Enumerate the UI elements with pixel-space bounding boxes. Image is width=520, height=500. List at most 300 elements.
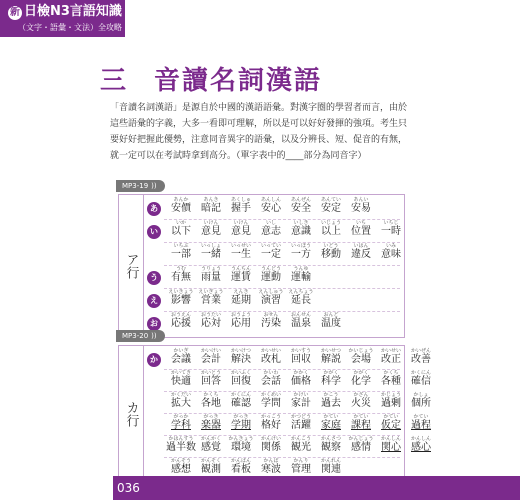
vocab-word: [166, 243, 196, 261]
vocab-word: [226, 348, 256, 366]
word-kanji: 一時: [381, 226, 401, 237]
word-reading: えんちょう: [288, 289, 314, 295]
word-kanji: 延期: [231, 295, 251, 306]
word-reading: いってい: [260, 243, 281, 249]
word-kanji: 安全: [291, 203, 311, 214]
vocab-word: [286, 266, 316, 284]
word-reading: あんぜん: [290, 197, 311, 203]
word-reading: いしき: [293, 220, 309, 226]
vocab-word: [346, 436, 376, 454]
word-reading: えいきょう: [168, 289, 194, 295]
row-divider: [164, 265, 400, 266]
vocab-word: [376, 348, 406, 366]
vocab-word: [196, 392, 226, 410]
vocab-word: [406, 348, 436, 366]
word-kanji: 化学: [351, 376, 371, 387]
word-reading: かんしん: [410, 436, 431, 442]
word-reading: おせん: [263, 312, 279, 318]
word-kanji: 以下: [171, 226, 191, 237]
word-kanji: 各種: [381, 376, 401, 387]
vocab-word: [286, 348, 316, 366]
vocab-word: [346, 197, 376, 215]
vocab-word: [316, 220, 346, 238]
word-kanji: 確認: [231, 398, 251, 409]
word-reading: いっせい: [230, 243, 251, 249]
mp3-track-label: MP3-20: [122, 332, 149, 340]
word-kanji: 格好: [261, 420, 281, 431]
word-reading: かいてき: [170, 370, 191, 376]
kana-marker: お: [147, 317, 161, 331]
word-kanji: 快適: [171, 376, 191, 387]
row-divider: [164, 369, 400, 370]
vocab-word: [226, 312, 256, 330]
vocab-word: [286, 436, 316, 454]
vocab-word: [166, 220, 196, 238]
word-reading: かんり: [293, 458, 309, 464]
word-reading: おうえん: [170, 312, 191, 318]
vocab-word: [316, 312, 346, 330]
word-reading: かんそう: [170, 458, 191, 464]
word-reading: かくにん: [410, 370, 431, 376]
word-kanji: 観光: [291, 442, 311, 453]
word-kanji: 応対: [201, 318, 221, 329]
word-kanji: 価格: [291, 376, 311, 387]
word-kanji: 演習: [261, 295, 281, 306]
word-reading: かがく: [353, 370, 369, 376]
word-reading: あくしゅ: [230, 197, 251, 203]
word-kanji: 過程: [411, 420, 431, 431]
word-reading: うんどう: [260, 266, 281, 272]
sound-wave-icon: )): [151, 182, 157, 190]
word-reading: かんきょう: [228, 436, 254, 442]
word-kanji: 影響: [171, 295, 191, 306]
word-kanji: 確信: [411, 376, 431, 387]
word-reading: かんこう: [290, 436, 311, 442]
vocab-word: [226, 392, 256, 410]
word-kanji: 握手: [231, 203, 251, 214]
word-reading: かいぜん: [410, 348, 431, 354]
mp3-track-tag: [116, 180, 165, 192]
row-divider: [164, 413, 400, 414]
vocab-word: [256, 370, 286, 388]
vocab-word: [166, 458, 196, 476]
kana-marker: い: [147, 225, 161, 239]
footer-band: [113, 476, 520, 500]
vocab-word: [196, 289, 226, 307]
word-kanji: 感情: [351, 442, 371, 453]
logo-title: 日檢N3言語知識: [24, 4, 122, 19]
vocab-word: [286, 289, 316, 307]
kana-row-label: カ行: [119, 346, 144, 482]
vocab-word: [376, 414, 406, 432]
vocab-word: [406, 436, 436, 454]
vocab-word: [256, 197, 286, 215]
word-reading: おうよう: [230, 312, 251, 318]
vocab-word: [376, 243, 406, 261]
word-reading: かけい: [293, 392, 309, 398]
vocab-word: [166, 370, 196, 388]
word-reading: かいせい: [260, 348, 281, 354]
vocab-word: [316, 243, 346, 261]
word-reading: かはんすう: [168, 436, 194, 442]
word-reading: かんぱ: [263, 458, 279, 464]
word-reading: かんじょう: [348, 436, 374, 442]
word-reading: かんばん: [230, 458, 251, 464]
word-kanji: 観察: [321, 442, 341, 453]
word-reading: えんしゅう: [258, 289, 284, 295]
word-kanji: 感覚: [201, 442, 221, 453]
word-kanji: 位置: [351, 226, 371, 237]
vocab-word: [316, 436, 346, 454]
page-number: 036: [117, 481, 140, 495]
word-kanji: 看板: [231, 464, 251, 475]
word-kanji: 環境: [231, 442, 251, 453]
word-reading: かがく: [323, 370, 339, 376]
vocab-word: [256, 220, 286, 238]
intro-paragraph: 「音讀名詞漢語」是源自於中國的漢語語彙。對漢字圈的學習者而言，由於這些語彙的字義，大多一看即可理解，所以是可以好好發揮的強項。考生只要好好把握此優勢，注意同音異字的語彙，以及分辨長、短、促音的有無，就一定可以在考試時拿到高分。（單字表中的____部分為同音字）: [110, 103, 408, 161]
word-reading: かてい: [353, 414, 369, 420]
word-kanji: 営業: [201, 295, 221, 306]
word-kanji: 学問: [261, 398, 281, 409]
word-kanji: 会話: [261, 376, 281, 387]
row-divider: [164, 242, 400, 243]
word-reading: かてい: [323, 414, 339, 420]
word-kanji: 延長: [291, 295, 311, 306]
word-kanji: 会場: [351, 354, 371, 365]
word-kanji: 感想: [171, 464, 191, 475]
word-reading: いはん: [353, 243, 369, 249]
word-reading: あんき: [203, 197, 219, 203]
word-reading: えいぎょう: [198, 289, 224, 295]
word-reading: かんそく: [200, 458, 221, 464]
vocab-word: [196, 312, 226, 330]
word-reading: おんせん: [290, 312, 311, 318]
vocab-word: [196, 348, 226, 366]
word-reading: うむ: [175, 266, 186, 272]
word-kanji: 各地: [201, 398, 221, 409]
word-reading: いどう: [323, 243, 339, 249]
word-kanji: 過半数: [166, 442, 196, 453]
word-reading: かいふく: [230, 370, 251, 376]
word-kanji: 意味: [381, 249, 401, 260]
word-kanji: 感心: [411, 442, 431, 453]
word-reading: かいわ: [263, 370, 279, 376]
word-reading: うんちん: [230, 266, 251, 272]
word-kanji: 一定: [261, 249, 281, 260]
word-kanji: 過去: [321, 398, 341, 409]
word-kanji: 意見: [231, 226, 251, 237]
vocab-word: [316, 392, 346, 410]
vocabulary-block: [118, 345, 431, 483]
kana-marker: あ: [147, 202, 161, 216]
vocab-word: [256, 458, 286, 476]
word-kanji: 一生: [231, 249, 251, 260]
word-kanji: 改正: [381, 354, 401, 365]
word-kanji: 運動: [261, 272, 281, 283]
word-kanji: 運賃: [231, 272, 251, 283]
word-reading: いか: [175, 220, 186, 226]
vocab-word: [256, 414, 286, 432]
word-kanji: 温度: [321, 318, 341, 329]
word-reading: かいけい: [200, 348, 221, 354]
word-kanji: 回収: [291, 354, 311, 365]
vocab-word: [196, 266, 226, 284]
word-kanji: 学期: [231, 420, 251, 431]
vocab-word: [166, 348, 196, 366]
word-reading: かんさつ: [320, 436, 341, 442]
vocab-word: [256, 289, 286, 307]
word-kanji: 一緒: [201, 249, 221, 260]
word-reading: あんい: [353, 197, 369, 203]
word-kanji: 安易: [351, 203, 371, 214]
word-kanji: 安心: [261, 203, 281, 214]
word-kanji: 関係: [261, 442, 281, 453]
word-kanji: 有無: [171, 272, 191, 283]
word-kanji: 暗記: [201, 203, 221, 214]
word-kanji: 解説: [321, 354, 341, 365]
vocab-word: [346, 348, 376, 366]
word-reading: かんけい: [260, 436, 281, 442]
word-kanji: 会議: [171, 354, 191, 365]
vocab-word: [196, 436, 226, 454]
vocab-word: [376, 370, 406, 388]
word-kanji: 観測: [201, 464, 221, 475]
vocabulary-block: [118, 194, 405, 338]
section-title: [100, 60, 322, 97]
vocab-word: [346, 392, 376, 410]
word-kanji: 応用: [231, 318, 251, 329]
vocab-word: [286, 370, 316, 388]
vocab-word: [256, 312, 286, 330]
word-kanji: 仮定: [381, 420, 401, 431]
word-reading: がっき: [203, 414, 219, 420]
word-reading: がっき: [233, 414, 249, 420]
word-reading: いけん: [203, 220, 219, 226]
word-reading: えんき: [233, 289, 249, 295]
section-heading: 音讀名詞漢語: [154, 66, 323, 96]
row-divider: [164, 457, 400, 458]
word-kanji: 火災: [351, 398, 371, 409]
word-kanji: 安價: [171, 203, 191, 214]
book-logo: [8, 4, 122, 20]
word-reading: おんど: [323, 312, 339, 318]
vocab-word: [226, 414, 256, 432]
word-reading: あんてい: [320, 197, 341, 203]
kana-marker: か: [147, 353, 161, 367]
vocab-word: [226, 220, 256, 238]
vocab-word: [166, 392, 196, 410]
word-reading: かくだい: [170, 392, 191, 398]
vocab-word: [256, 266, 286, 284]
vocab-word: [316, 458, 346, 476]
vocab-word: [196, 414, 226, 432]
word-reading: かいせい: [380, 348, 401, 354]
vocab-word: [226, 266, 256, 284]
vocab-word: [226, 289, 256, 307]
word-kanji: 一方: [291, 249, 311, 260]
word-reading: かんしん: [380, 436, 401, 442]
vocab-word: [226, 370, 256, 388]
word-reading: かてい: [413, 414, 429, 420]
word-kanji: 管理: [291, 464, 311, 475]
word-reading: いっぽう: [290, 243, 311, 249]
vocab-word: [316, 348, 346, 366]
word-reading: いし: [265, 220, 276, 226]
word-reading: かいけつ: [230, 348, 251, 354]
row-divider: [164, 219, 400, 220]
vocab-word: [166, 197, 196, 215]
word-reading: かっこう: [260, 414, 281, 420]
row-divider: [164, 391, 400, 392]
vocab-word: [286, 312, 316, 330]
word-kanji: 家庭: [321, 420, 341, 431]
row-divider: [164, 311, 400, 312]
mp3-track-label: MP3-19: [122, 182, 149, 190]
word-kanji: 学科: [171, 420, 191, 431]
mp3-track-tag: [116, 330, 165, 342]
word-kanji: 改善: [411, 354, 431, 365]
vocab-word: [196, 220, 226, 238]
word-kanji: 寒波: [261, 464, 281, 475]
vocab-word: [256, 392, 286, 410]
kana-marker: え: [147, 294, 161, 308]
vocab-word: [286, 414, 316, 432]
vocab-word: [226, 458, 256, 476]
word-kanji: 改札: [261, 354, 281, 365]
vocab-word: [346, 243, 376, 261]
word-kanji: 会計: [201, 354, 221, 365]
vocab-word: [286, 197, 316, 215]
word-kanji: 一部: [171, 249, 191, 260]
vocab-word: [286, 243, 316, 261]
word-kanji: 温泉: [291, 318, 311, 329]
vocab-word: [316, 414, 346, 432]
word-kanji: 家計: [291, 398, 311, 409]
vocab-word: [196, 458, 226, 476]
word-reading: かこう: [323, 392, 339, 398]
section-number: 三: [100, 66, 129, 96]
vocab-word: [256, 436, 286, 454]
word-reading: いじょう: [320, 220, 341, 226]
word-reading: かいすう: [290, 348, 311, 354]
word-kanji: 移動: [321, 249, 341, 260]
vocab-word: [406, 392, 436, 410]
word-kanji: 科学: [321, 376, 341, 387]
word-kanji: 楽器: [201, 420, 221, 431]
vocab-word: [256, 243, 286, 261]
word-reading: いち: [355, 220, 366, 226]
vocab-word: [406, 370, 436, 388]
vocab-word: [196, 370, 226, 388]
word-kanji: 回答: [201, 376, 221, 387]
vocab-word: [226, 243, 256, 261]
vocab-word: [196, 197, 226, 215]
word-kanji: 課程: [351, 420, 371, 431]
word-kanji: 関連: [321, 464, 341, 475]
word-reading: いけん: [233, 220, 249, 226]
vocab-word: [166, 312, 196, 330]
word-reading: かいじょう: [348, 348, 374, 354]
word-reading: かんかく: [200, 436, 221, 442]
word-reading: かくにん: [230, 392, 251, 398]
word-reading: かじょう: [380, 392, 401, 398]
vocab-word: [346, 220, 376, 238]
vocab-word: [226, 197, 256, 215]
word-kanji: 個所: [411, 398, 431, 409]
vocab-word: [376, 220, 406, 238]
word-reading: かいぎ: [173, 348, 189, 354]
word-kanji: 拡大: [171, 398, 191, 409]
vocab-word: [346, 370, 376, 388]
word-reading: かしょ: [413, 392, 429, 398]
vocab-word: [196, 243, 226, 261]
word-reading: かざん: [353, 392, 369, 398]
word-kanji: 違反: [351, 249, 371, 260]
sound-wave-icon: )): [151, 332, 157, 340]
vocab-word: [286, 392, 316, 410]
kana-marker: う: [147, 271, 161, 285]
row-divider: [164, 288, 400, 289]
vocab-word: [166, 414, 196, 432]
word-kanji: 関心: [381, 442, 401, 453]
word-reading: いちじ: [383, 220, 399, 226]
vocab-word: [226, 436, 256, 454]
vocab-word: [316, 370, 346, 388]
logo-badge: 新: [10, 7, 20, 18]
word-kanji: 意見: [201, 226, 221, 237]
vocab-word: [346, 414, 376, 432]
word-reading: かつどう: [290, 414, 311, 420]
word-kanji: 運輸: [291, 272, 311, 283]
word-reading: あんか: [173, 197, 189, 203]
word-reading: かてい: [383, 414, 399, 420]
word-reading: かくち: [203, 392, 219, 398]
vocab-word: [316, 197, 346, 215]
word-reading: いちぶ: [173, 243, 189, 249]
word-reading: かいとう: [200, 370, 221, 376]
vocab-word: [166, 289, 196, 307]
word-kanji: 意識: [291, 226, 311, 237]
word-kanji: 以上: [321, 226, 341, 237]
logo-subtitle: （文字・語彙・文法）全攻略: [18, 23, 122, 32]
word-kanji: 過剰: [381, 398, 401, 409]
word-kanji: 汚染: [261, 318, 281, 329]
vocab-word: [256, 348, 286, 366]
vocab-word: [376, 436, 406, 454]
word-reading: おうたい: [200, 312, 221, 318]
word-reading: かくめい: [260, 392, 281, 398]
row-divider: [164, 435, 400, 436]
word-reading: いみ: [385, 243, 396, 249]
word-reading: かくち: [383, 370, 399, 376]
word-reading: かいせつ: [320, 348, 341, 354]
vocab-word: [406, 414, 436, 432]
vocab-word: [166, 436, 196, 454]
word-reading: がっか: [173, 414, 189, 420]
word-kanji: 意志: [261, 226, 281, 237]
word-kanji: 活躍: [291, 420, 311, 431]
vocab-word: [376, 392, 406, 410]
word-reading: うりょう: [200, 266, 221, 272]
word-kanji: 安定: [321, 203, 341, 214]
word-kanji: 解決: [231, 354, 251, 365]
word-reading: かんれん: [320, 458, 341, 464]
word-kanji: 回復: [231, 376, 251, 387]
word-reading: うんゆ: [293, 266, 309, 272]
vocab-word: [286, 458, 316, 476]
word-reading: あんしん: [260, 197, 281, 203]
word-kanji: 応援: [171, 318, 191, 329]
